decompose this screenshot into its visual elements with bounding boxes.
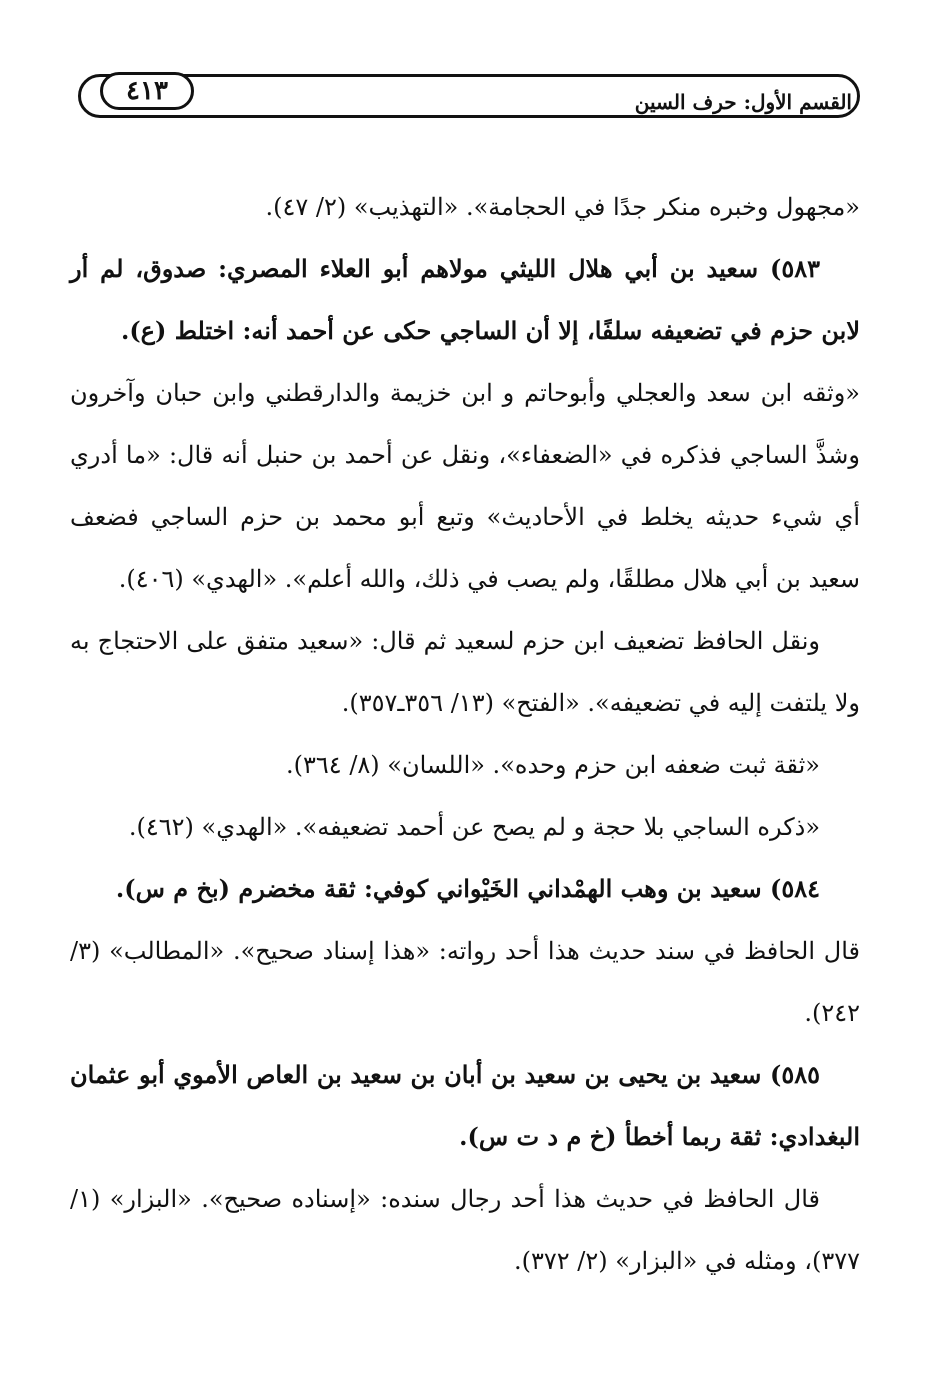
page-number: ٤١٣ — [100, 72, 194, 110]
entry-text: سعيد بن أبي هلال الليثي مولاهم أبو العلاء المصري: صدوق، لم أر لابن حزم في تضعيفه سلفًا، إلا أن الساجي حكى عن أحمد أنه: اختلط (ع). — [70, 254, 860, 345]
entry-584 — [70, 858, 860, 920]
paragraph-quote: «مجهول وخبره منكر جدًا في الحجامة». «التهذيب» (٢/ ٤٧). — [265, 193, 860, 221]
paragraph: قال الحافظ في سند حديث هذا أحد رواته: «هذا إسناد صحيح». «المطالب» (٣/ ٢٤٢). — [70, 937, 860, 1027]
paragraph-quote: «وثقه ابن سعد والعجلي وأبوحاتم و ابن خزيمة والدارقطني وابن حبان وآخرون وشذَّ الساجي فذكره في «الضعفاء»، ونقل عن أحمد بن حنبل أنه قال: «ما أدري أي شيء حديثه يخلط في الأحاديث» وتبع أبو محمد بن حزم الساجي فضعف سعيد بن أبي هلال مطلقًا، ولم يصب في ذلك، والله أعلم». «الهدي» (٤٠٦). — [70, 379, 860, 593]
entry-number: ٥٨٥) — [769, 1060, 820, 1089]
entry-number: ٥٨٤) — [769, 874, 820, 903]
entry-583 — [70, 238, 860, 362]
entry-585 — [70, 1044, 860, 1168]
section-title: القسم الأول: حرف السين — [634, 90, 852, 114]
paragraph-quote: «ذكره الساجي بلا حجة و لم يصح عن أحمد تضعيفه». «الهدي» (٤٦٢). — [128, 813, 820, 841]
paragraph: قال الحافظ في حديث هذا أحد رجال سنده: «إسناده صحيح». «البزار» (١/ ٣٧٧)، ومثله في «البزار» (٢/ ٣٧٢). — [70, 1185, 860, 1275]
page-body — [70, 176, 860, 1292]
entry-text: سعيد بن وهب الهمْداني الخَيْواني كوفي: ثقة مخضرم (بخ م س). — [115, 874, 762, 903]
paragraph: ونقل الحافظ تضعيف ابن حزم لسعيد ثم قال: «سعيد متفق على الاحتجاج به ولا يلتفت إليه في تضعيفه». «الفتح» (١٣/ ٣٥٦ـ٣٥٧). — [70, 627, 860, 717]
entry-number: ٥٨٣) — [769, 254, 821, 283]
paragraph-quote: «ثقة ثبت ضعفه ابن حزم وحده». «اللسان» (٨/ ٣٦٤). — [286, 751, 820, 779]
entry-text: سعيد بن يحيى بن سعيد بن أبان بن سعيد بن العاص الأموي أبو عثمان البغدادي: ثقة ربما أخطأ (خ م د ت س). — [70, 1060, 860, 1151]
